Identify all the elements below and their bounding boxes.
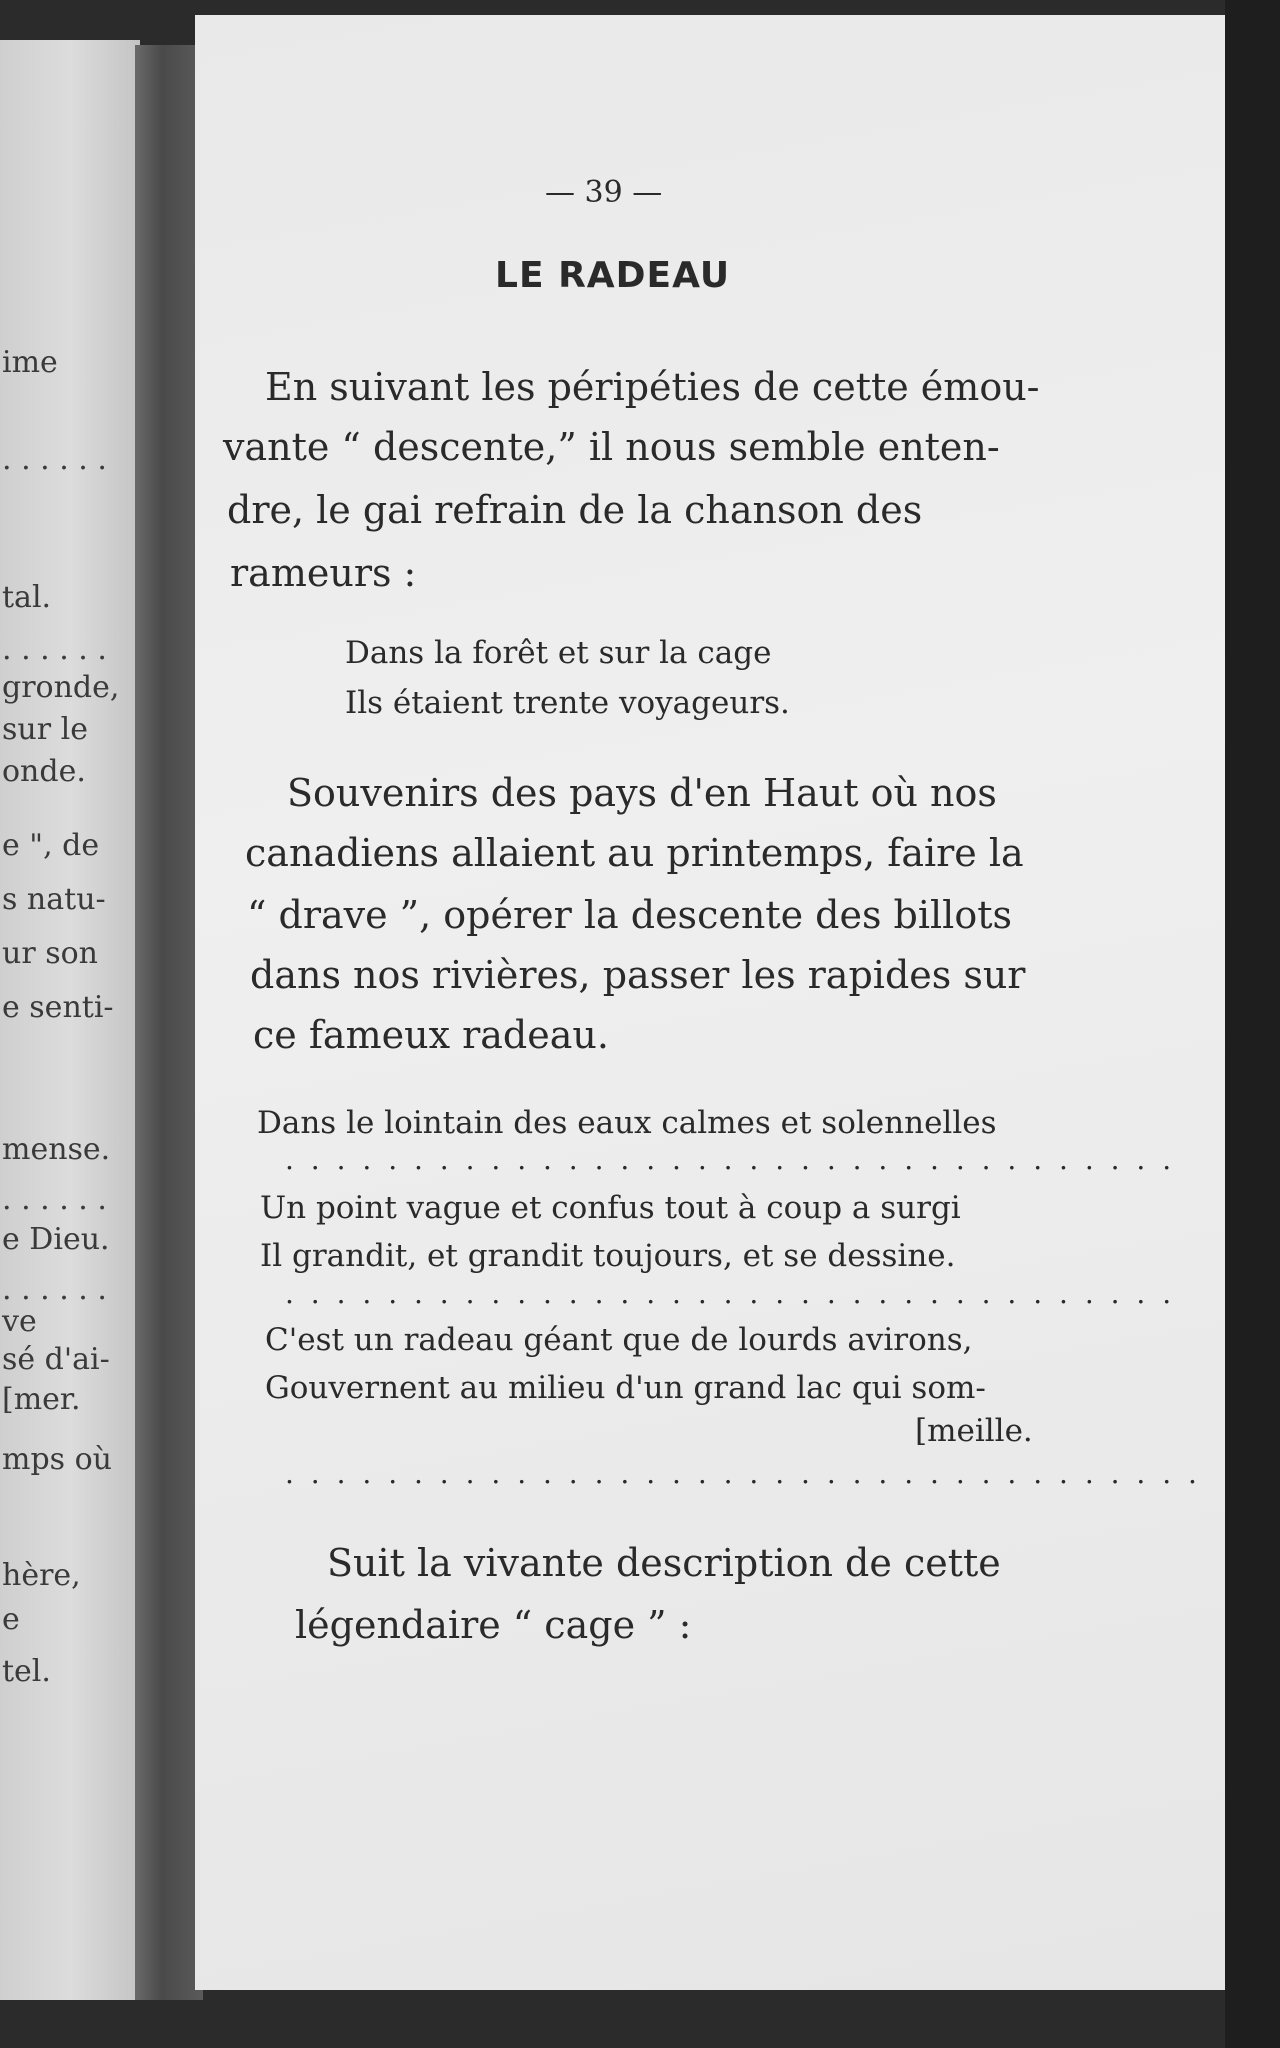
book-spine	[135, 45, 203, 2000]
ellipsis-line: . . . . . . . . . . . . . . . . . . . . . . . . . . . . . . . . . . .	[285, 1143, 1176, 1176]
left-fragment: e ", de	[2, 828, 100, 863]
paragraph-line: ce fameux radeau.	[253, 1013, 609, 1057]
left-fragment: tel.	[2, 1654, 51, 1689]
poem-line: Dans le lointain des eaux calmes et solennelles	[257, 1105, 997, 1141]
chapter-title: LE RADEAU	[495, 255, 731, 296]
scan-border	[1225, 0, 1280, 2048]
paragraph-line: dre, le gai refrain de la chanson des	[227, 488, 923, 532]
verse-line: Ils étaient trente voyageurs.	[345, 685, 790, 721]
left-fragment: . . . . . .	[2, 1182, 107, 1217]
left-fragment: . . . . . .	[2, 632, 107, 667]
verse-line: Dans la forêt et sur la cage	[345, 635, 772, 671]
previous-page-fragment	[0, 40, 140, 2000]
paragraph-line: Suit la vivante description de cette	[327, 1541, 1001, 1585]
left-fragment: e senti-	[2, 990, 114, 1025]
left-fragment: tal.	[2, 580, 52, 615]
paragraph-line: dans nos rivières, passer les rapides sur	[250, 953, 1026, 997]
poem-continuation: [meille.	[915, 1413, 1033, 1449]
paragraph-line: rameurs :	[230, 551, 417, 595]
left-fragment: mps où	[2, 1442, 112, 1477]
poem-line: Un point vague et confus tout à coup a surgi	[260, 1190, 961, 1226]
left-fragment: [mer.	[2, 1382, 81, 1417]
ellipsis-line: . . . . . . . . . . . . . . . . . . . . . . . . . . . . . . . . . . .	[285, 1277, 1176, 1310]
paragraph-line: vante “ descente,” il nous semble enten-	[223, 425, 1000, 469]
paragraph-line: En suivant les péripéties de cette émou-	[265, 365, 1040, 409]
paragraph-line: “ drave ”, opérer la descente des billots	[247, 893, 1012, 937]
left-fragment: ve	[2, 1304, 37, 1339]
left-fragment: sur le	[2, 712, 88, 747]
poem-line: Gouvernent au milieu d'un grand lac qui som-	[265, 1370, 986, 1406]
left-fragment: gronde,	[2, 670, 120, 705]
left-fragment: . . . . . .	[2, 1272, 107, 1307]
left-fragment: e Dieu.	[2, 1222, 110, 1257]
paragraph-line: Souvenirs des pays d'en Haut où nos	[287, 771, 997, 815]
poem-line: Il grandit, et grandit toujours, et se dessine.	[260, 1238, 956, 1274]
poem-line: C'est un radeau géant que de lourds avirons,	[265, 1322, 973, 1358]
paragraph-line: légendaire “ cage ” :	[295, 1603, 692, 1647]
left-fragment: hère,	[2, 1558, 81, 1593]
left-fragment: s natu-	[2, 882, 106, 917]
left-fragment: ur son	[2, 936, 98, 971]
left-fragment: mense.	[2, 1132, 111, 1167]
left-fragment: onde.	[2, 754, 86, 789]
left-fragment: e	[2, 1602, 20, 1637]
left-fragment: sé d'ai-	[2, 1342, 110, 1377]
ellipsis-line: . . . . . . . . . . . . . . . . . . . . . . . . . . . . . . . . . . . .	[285, 1457, 1201, 1490]
book-page	[195, 15, 1225, 1990]
paragraph-line: canadiens allaient au printemps, faire la	[245, 831, 1024, 875]
page-number: — 39 —	[545, 175, 663, 210]
left-fragment: ime	[2, 345, 58, 380]
left-fragment: . . . . . .	[2, 442, 107, 477]
